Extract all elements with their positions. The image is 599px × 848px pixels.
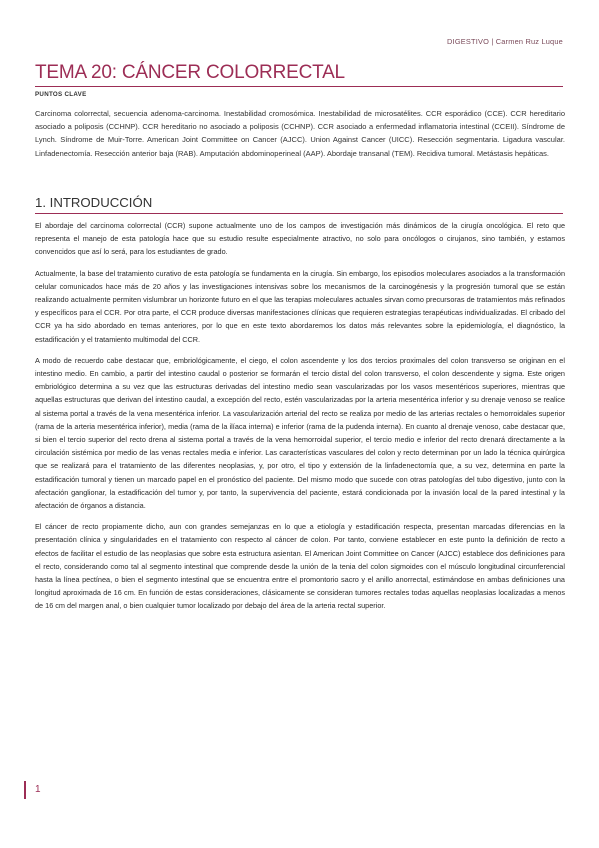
paragraph: A modo de recuerdo cabe destacar que, embriológicamente, el ciego, el colon ascendente y los dos tercios proximales del colon transverso se originan en el intestino medio. En cambio, a partir del intestino caudal o posterior se formarán el tercio distal del colon transverso, el colon descendente y sigma. Este origen embriológico determina a su vez que las estructuras derivadas del intestino medio sean vascularizadas por los vasos mesentéricos superiores, mientras que aquellas estructuras que derivan del intestino caudal, a excepción del recto, estén vascularizadas por la arteria mesentérica inferior y su drenaje venoso se realice al sistema portal a través de la vena mesentérica inferior. La vascularización arterial del recto se realiza por medio de las arterias rectales o hemorroidales superior (rama de la arteria mesentérica inferior), media (rama de la ilíaca interna) e inferior (rama de la pudenda interna). En cuanto al drenaje venoso, cabe destacar que, si bien el tercio superior del recto drena al sistema portal a través de la vena hemorroidal superior, el tercio medio e inferior del recto drenará directamente a la circulación sistémica por medio de las venas rectales media e inferior. Las características vasculares del colon y recto determinan por un lado la técnica quirúrgica que se realizará para el tratamiento de las diferentes neoplasias, y, por otro, el tipo y extensión de la linfadenectomía que, a su vez, determina en parte la estadificación tumoral y tienen un marcado papel en el pronóstico del paciente. Del mismo modo que sucede con otras patologías del tubo digestivo, junto con la afectación ganglionar, la estadificación del tumor y, por tanto, la supervivencia del paciente, estará condicionada por la invasión local de la pared intestinal y la afectación de órganos a distancia.	[35, 355, 565, 511]
paragraph: El abordaje del carcinoma colorrectal (CCR) supone actualmente uno de los campos de investigación más dinámicos de la cirugía oncológica. El reto que representa el manejo de esta patología hace que su estudio resulte especialmente atractivo, no solo para oncólogos o cirujanos, sino también, y estamos convencidos que así lo será, para los estudiantes de grado.	[35, 221, 565, 257]
paragraph: Actualmente, la base del tratamiento curativo de esta patología se fundamenta en la cirugía. Sin embargo, los episodios moleculares asociados a la transformación celular comunicados hace más de 20 años y las investigaciones intensivas sobre los mecanismos de la carcinogénesis y la progresión tumoral que se están realizando actualmente permiten vislumbrar un horizonte futuro en el que las terapias moleculares actuales sirvan como precursoras de tratamientos más refinados y específicos para el CCR. Por otra parte, el CCR produce diversas manifestaciones clínicas que requieren estrategias terapéuticas individualizadas. El cribado del CCR ya ha sido abordado en temas anteriores, por lo que en este texto abordaremos los datos más relevantes sobre la epidemiología, el diagnóstico, la estadificación y el tratamiento multimodal del CCR.	[35, 268, 565, 344]
body-text	[35, 219, 565, 621]
key-points-label: PUNTOS CLAVE	[35, 91, 87, 98]
page-number: 1	[35, 784, 41, 795]
keywords-paragraph: Carcinoma colorrectal, secuencia adenoma-carcinoma. Inestabilidad cromosómica. Inestabilidad de microsatélites. CCR esporádico (CCE). CCR hereditario asociado a poliposis (CCHNP). CCR hereditario no asociado a poliposis (CCHNP). CCR asociado a enfermedad inflamatoria intestinal (CCEII). Síndrome de Lynch. Síndrome de Muir-Torre. American Joint Committee on Cancer (AJCC). Union Against Cancer (UICC). Resección segmentaria. Ligadura vascular. Linfadenectomía. Resección anterior baja (RAB). Amputación abdominoperineal (AAP). Abordaje transanal (TEM). Recidiva tumoral. Metástasis hepáticas.	[35, 109, 565, 158]
title-divider	[35, 86, 563, 87]
page-number-marker	[24, 781, 26, 799]
paragraph: El cáncer de recto propiamente dicho, aun con grandes semejanzas en lo que a etiología y estadificación respecta, presentan marcadas diferencias en la presentación clínica y singularidades en el tratamiento con respecto al cáncer de colon. Por tanto, conviene establecer en este punto la definición de recto a efectos de facilitar el estudio de las neoplasias que sobre esta estructura asientan. El American Joint Committee on Cancer (AJCC) establece dos definiciones para el recto, considerando como tal al segmento intestinal que comprende desde la unión de la tenia del colon sigmoides con el músculo longitudinal circunferencial hasta la línea pectínea, o bien el segmento intestinal que se encuentra entre el promontorio sacro y el anillo anorrectal, estimándose en ambas definiciones una longitud aproximada de 16 cm. En función de estas consideraciones, clásicamente se consideran tumores rectales todas aquellas neoplasias localizadas a menos de 16 cm del margen anal, o bien cualquier tumor localizado por debajo del área de la arteria rectal superior.	[35, 522, 565, 611]
section-divider	[35, 213, 563, 214]
running-header: DIGESTIVO | Carmen Ruz Luque	[447, 37, 563, 46]
section-heading: 1. INTRODUCCIÓN	[35, 195, 153, 210]
page-title: TEMA 20: CÁNCER COLORRECTAL	[35, 62, 345, 83]
